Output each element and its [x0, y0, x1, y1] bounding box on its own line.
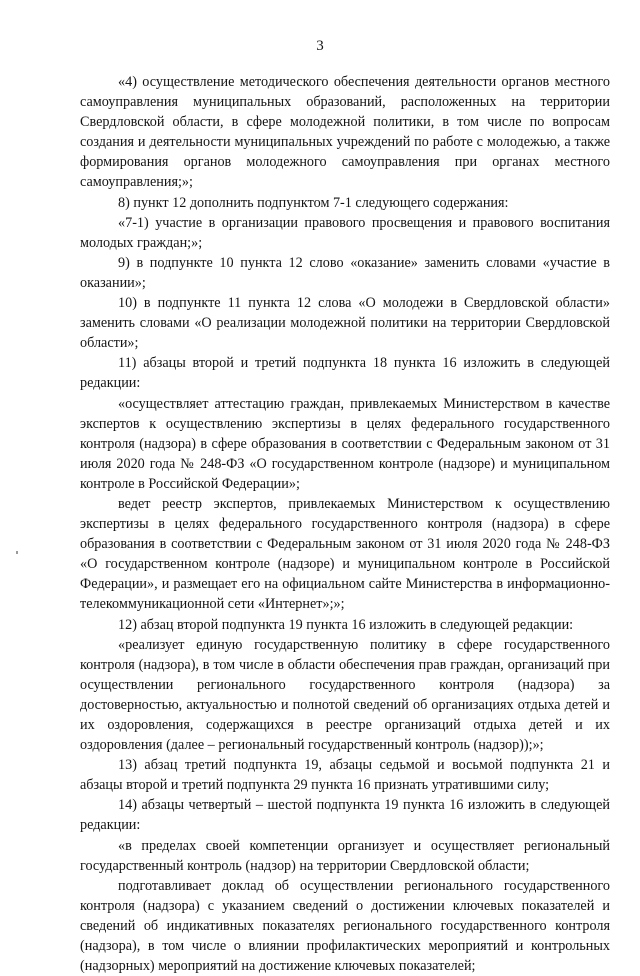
paragraph-amendment-12: 12) абзац второй подпункта 19 пункта 16 изложить в следующей редакции:	[118, 616, 574, 633]
paragraph-item-7-1: «7-1) участие в организации правового просвещения и правового воспитания молодых граждан;»;	[80, 214, 610, 251]
paragraph-item-4: «4) осуществление методического обеспечения деятельности органов местного самоуправления муниципальных образований, расположенных на территории Свердловской области, в сфере молодежной политики, в том числе по вопросам создания и деятельности муниципальных учреждений по работе с молодежью, а также формирования органов молодежного самоуправления при органах местного самоуправления;»;	[80, 74, 610, 191]
paragraph-amendment-11: 11) абзацы второй и третий подпункта 18 пункта 16 изложить в следующей редакции:	[80, 355, 610, 392]
paragraph-state-policy: «реализует единую государственную политику в сфере государственного контроля (надзора), в том числе в области обеспечения прав граждан, организаций при осуществлении регионального государственного контроля (надзора) за достоверностью, актуальностью и полнотой сведений об организациях отдыха детей и их оздоровления, содержащихся в реестре организаций отдыха детей и их оздоровления (далее – региональный государственный контроль (надзор));»;	[80, 636, 610, 754]
paragraph-amendment-10: 10) в подпункте 11 пункта 12 слова «О молодежи в Свердловской области» заменить словами «О реализации молодежной политики на территории Свердловской области»;	[80, 295, 610, 352]
scan-margin-mark	[16, 551, 18, 554]
paragraph-report: подготавливает доклад об осуществлении регионального государственного контроля (надзора) с указанием сведений о достижении ключевых показателей и сведений об индикативных показателях регионального государственного контроля (надзора), в том числе о влиянии профилактических мероприятий и контрольных (надзорных) мероприятий на достижение ключевых показателей;	[80, 877, 610, 975]
page-number: 3	[316, 38, 324, 54]
paragraph-expert-registry: ведет реестр экспертов, привлекаемых Министерством к осуществлению экспертизы в целях федерального государственного контроля (надзора) в сфере образования в соответствии с Федеральным законом от 31 июля 2020 года № 248-ФЗ «О государственном контроле (надзоре) и муниципальном контроле в Российской Федерации», и размещает его на официальном сайте Министерства в информационно-телекоммуникационной сети «Интернет»;»;	[80, 495, 610, 613]
paragraph-attestation: «осуществляет аттестацию граждан, привлекаемых Министерством в качестве экспертов к осуществлению экспертизы в целях федерального государственного контроля (надзора) в сфере образования в соответствии с Федеральным законом от 31 июля 2020 года № 248-ФЗ «О государственном контроле (надзоре) и муниципальном контроле в Российской Федерации»;	[80, 395, 610, 492]
paragraph-amendment-13: 13) абзац третий подпункта 19, абзацы седьмой и восьмой подпункта 21 и абзацы второй и третий подпункта 29 пункта 16 признать утратившими силу;	[80, 757, 610, 794]
paragraph-amendment-14: 14) абзацы четвертый – шестой подпункта 19 пункта 16 изложить в следующей редакции:	[80, 797, 610, 834]
document-body	[80, 72, 610, 976]
paragraph-amendment-9: 9) в подпункте 10 пункта 12 слово «оказание» заменить словами «участие в оказании»;	[80, 254, 610, 291]
paragraph-regional-control: «в пределах своей компетенции организует и осуществляет региональный государственный контроль (надзор) на территории Свердловской области;	[80, 837, 610, 874]
paragraph-amendment-8: 8) пункт 12 дополнить подпунктом 7-1 следующего содержания:	[118, 194, 509, 211]
